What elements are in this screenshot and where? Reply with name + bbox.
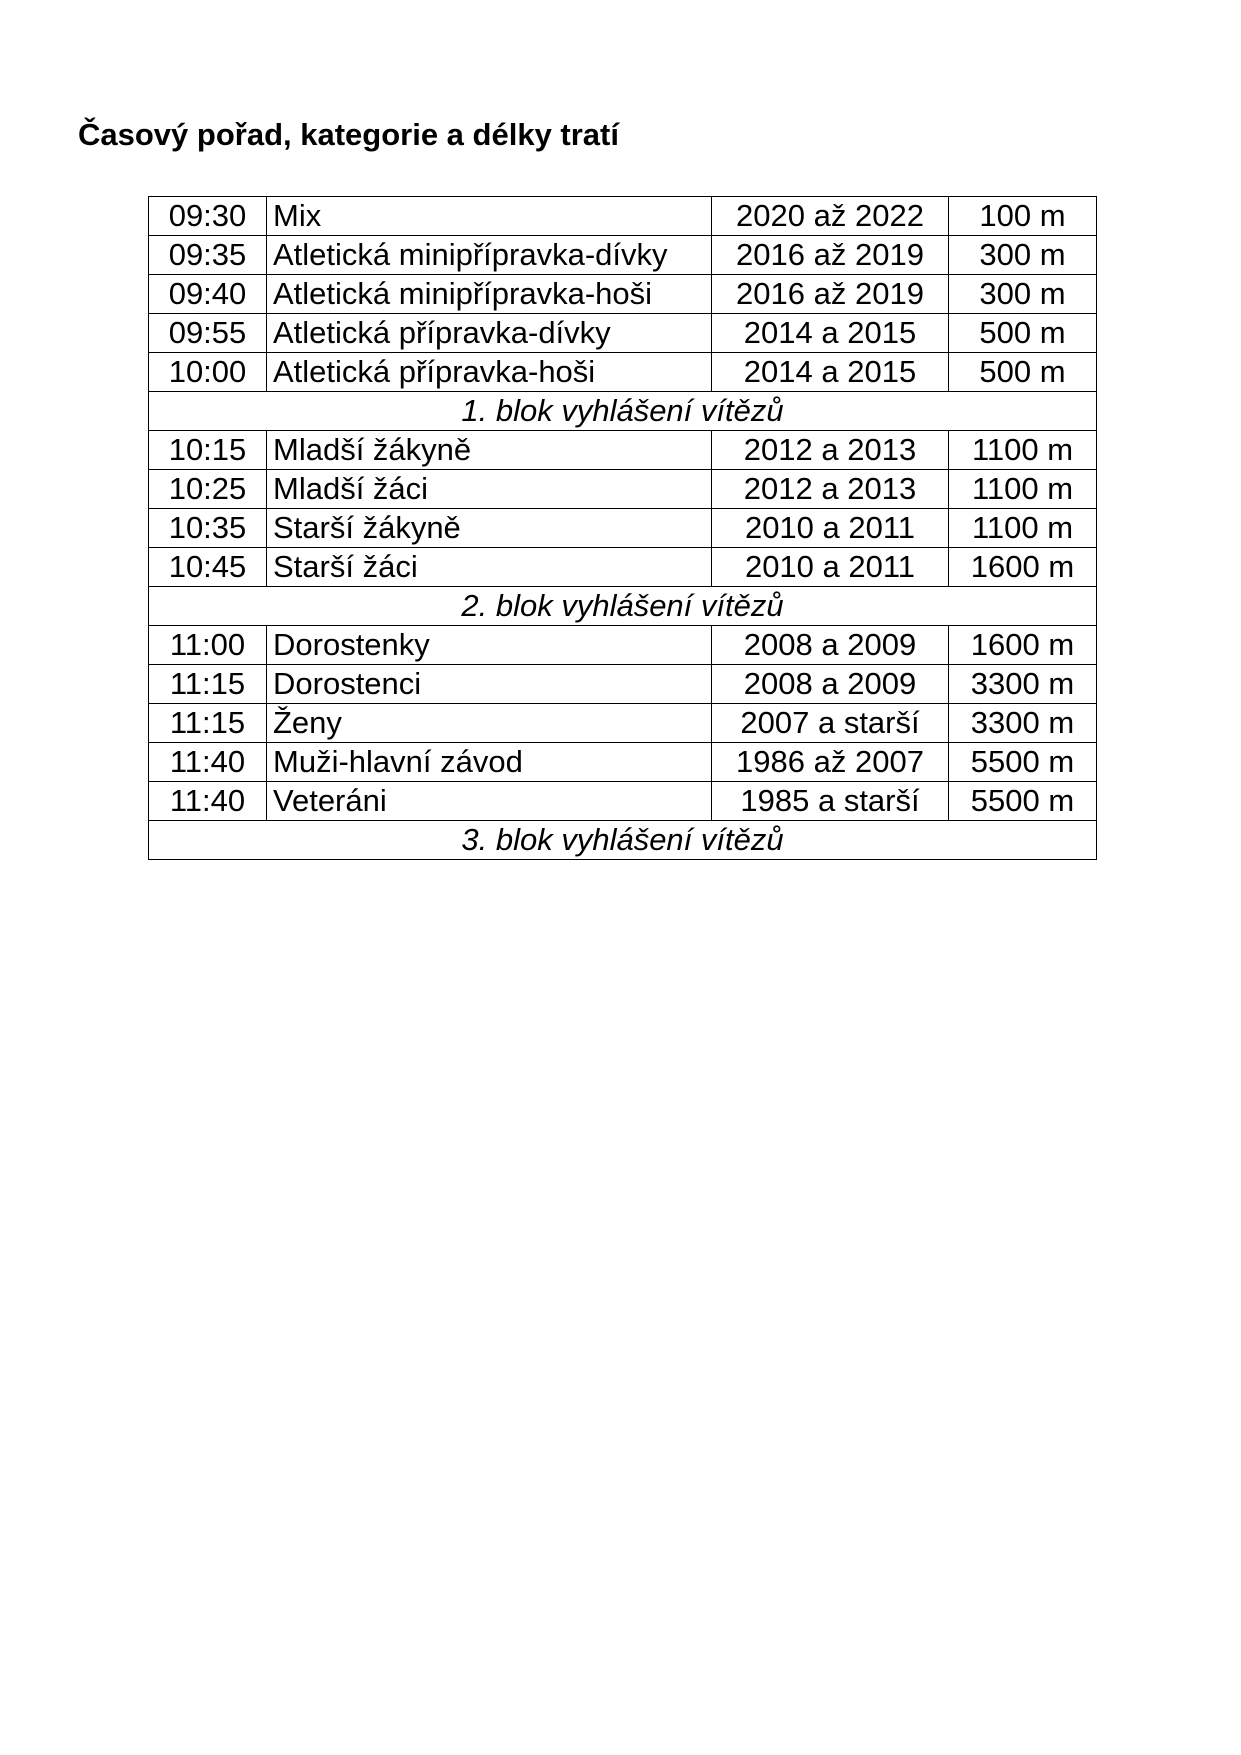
start-time-cell: 09:40 bbox=[149, 275, 267, 314]
start-time-cell: 09:35 bbox=[149, 236, 267, 275]
distance-cell: 3300 m bbox=[949, 704, 1097, 743]
distance-cell: 100 m bbox=[949, 197, 1097, 236]
distance-cell: 1100 m bbox=[949, 431, 1097, 470]
birth-years-cell: 2007 a starší bbox=[712, 704, 949, 743]
race-row bbox=[149, 197, 1097, 236]
birth-years-cell: 2010 a 2011 bbox=[712, 548, 949, 587]
awards-block-row bbox=[149, 587, 1097, 626]
race-row bbox=[149, 314, 1097, 353]
start-time-cell: 11:40 bbox=[149, 743, 267, 782]
race-row bbox=[149, 236, 1097, 275]
awards-block-label: 2. blok vyhlášení vítězů bbox=[149, 587, 1097, 626]
birth-years-cell: 1986 až 2007 bbox=[712, 743, 949, 782]
birth-years-cell: 2012 a 2013 bbox=[712, 431, 949, 470]
start-time-cell: 11:40 bbox=[149, 782, 267, 821]
distance-cell: 500 m bbox=[949, 314, 1097, 353]
distance-cell: 1100 m bbox=[949, 509, 1097, 548]
race-row bbox=[149, 548, 1097, 587]
category-cell: Starší žáci bbox=[267, 548, 712, 587]
awards-block-label: 1. blok vyhlášení vítězů bbox=[149, 392, 1097, 431]
awards-block-row bbox=[149, 392, 1097, 431]
start-time-cell: 11:15 bbox=[149, 665, 267, 704]
distance-cell: 1600 m bbox=[949, 548, 1097, 587]
category-cell: Mladší žákyně bbox=[267, 431, 712, 470]
birth-years-cell: 2008 a 2009 bbox=[712, 665, 949, 704]
distance-cell: 5500 m bbox=[949, 782, 1097, 821]
race-row bbox=[149, 470, 1097, 509]
start-time-cell: 11:00 bbox=[149, 626, 267, 665]
start-time-cell: 09:30 bbox=[149, 197, 267, 236]
birth-years-cell: 2016 až 2019 bbox=[712, 275, 949, 314]
distance-cell: 500 m bbox=[949, 353, 1097, 392]
race-row bbox=[149, 665, 1097, 704]
category-cell: Atletická minipřípravka-dívky bbox=[267, 236, 712, 275]
category-cell: Atletická přípravka-dívky bbox=[267, 314, 712, 353]
category-cell: Muži-hlavní závod bbox=[267, 743, 712, 782]
distance-cell: 1100 m bbox=[949, 470, 1097, 509]
race-row bbox=[149, 743, 1097, 782]
distance-cell: 300 m bbox=[949, 275, 1097, 314]
category-cell: Mix bbox=[267, 197, 712, 236]
birth-years-cell: 2016 až 2019 bbox=[712, 236, 949, 275]
race-row bbox=[149, 275, 1097, 314]
birth-years-cell: 2008 a 2009 bbox=[712, 626, 949, 665]
schedule-body bbox=[149, 197, 1097, 860]
category-cell: Ženy bbox=[267, 704, 712, 743]
category-cell: Atletická přípravka-hoši bbox=[267, 353, 712, 392]
race-row bbox=[149, 704, 1097, 743]
birth-years-cell: 1985 a starší bbox=[712, 782, 949, 821]
category-cell: Mladší žáci bbox=[267, 470, 712, 509]
start-time-cell: 10:45 bbox=[149, 548, 267, 587]
birth-years-cell: 2010 a 2011 bbox=[712, 509, 949, 548]
category-cell: Atletická minipřípravka-hoši bbox=[267, 275, 712, 314]
category-cell: Veteráni bbox=[267, 782, 712, 821]
page-title: Časový pořad, kategorie a délky tratí bbox=[78, 117, 619, 152]
start-time-cell: 10:35 bbox=[149, 509, 267, 548]
race-row bbox=[149, 626, 1097, 665]
category-cell: Dorostenky bbox=[267, 626, 712, 665]
schedule-table bbox=[148, 196, 1097, 860]
start-time-cell: 09:55 bbox=[149, 314, 267, 353]
start-time-cell: 11:15 bbox=[149, 704, 267, 743]
race-row bbox=[149, 782, 1097, 821]
birth-years-cell: 2014 a 2015 bbox=[712, 314, 949, 353]
distance-cell: 300 m bbox=[949, 236, 1097, 275]
race-row bbox=[149, 431, 1097, 470]
category-cell: Dorostenci bbox=[267, 665, 712, 704]
distance-cell: 3300 m bbox=[949, 665, 1097, 704]
awards-block-row bbox=[149, 821, 1097, 860]
distance-cell: 5500 m bbox=[949, 743, 1097, 782]
birth-years-cell: 2020 až 2022 bbox=[712, 197, 949, 236]
race-row bbox=[149, 509, 1097, 548]
birth-years-cell: 2012 a 2013 bbox=[712, 470, 949, 509]
distance-cell: 1600 m bbox=[949, 626, 1097, 665]
start-time-cell: 10:00 bbox=[149, 353, 267, 392]
start-time-cell: 10:25 bbox=[149, 470, 267, 509]
awards-block-label: 3. blok vyhlášení vítězů bbox=[149, 821, 1097, 860]
start-time-cell: 10:15 bbox=[149, 431, 267, 470]
birth-years-cell: 2014 a 2015 bbox=[712, 353, 949, 392]
race-row bbox=[149, 353, 1097, 392]
category-cell: Starší žákyně bbox=[267, 509, 712, 548]
